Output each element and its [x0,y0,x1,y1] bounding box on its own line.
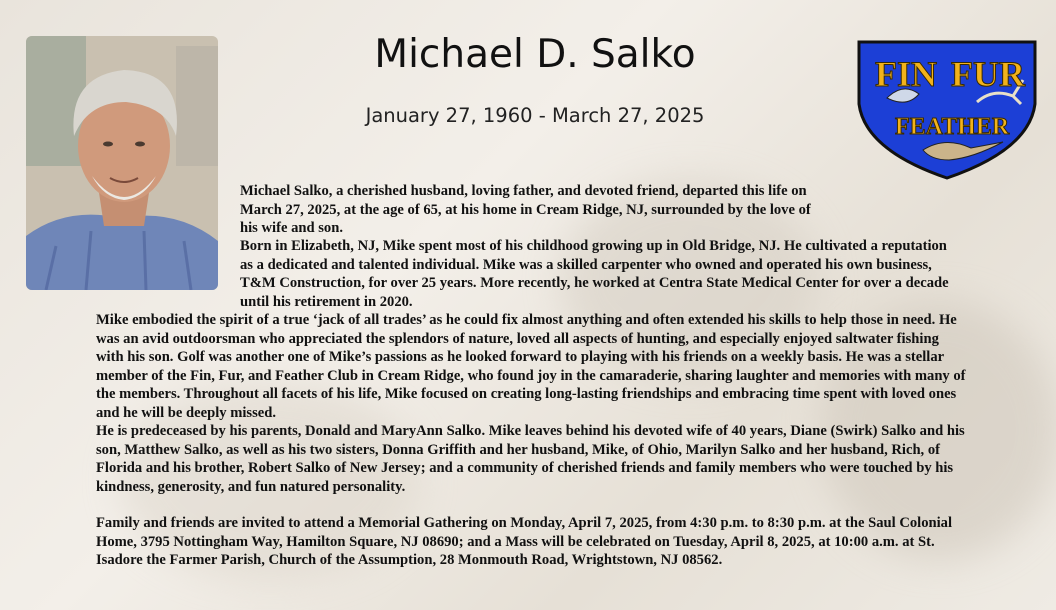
logo-word-feather: FEATHER [895,114,1010,140]
portrait-photo [26,36,218,290]
logo-word-fin: FIN [875,54,937,94]
service-details-paragraph: Family and friends are invited to attend a Memorial Gathering on Monday, April 7, 2025, from 4:30 p.m. to 8:30 p.m. at the Saul Colonial Home, 3795 Nottingham Way, Hamilton Square, NJ 08690; and a Mass will be celebrated on Tuesday, April 8, 2025, at 10:00 a.m. at St. Isadore the Farmer Parish, Church of the Assumption, 28 Monmouth Road, Wrightstown, NJ 08562. [96,515,953,568]
obituary-paragraph-2: Born in Elizabeth, NJ, Mike spent most of his childhood growing up in Old Bridge, NJ. He cultivated a reputation as a dedicated and talented individual. Mike was a skilled carpenter who owned and operated his own business, T&M Construction, for over 25 years. More recently, he worked at Centra State Medical Center for over a decade until his retirement in 2020. [240,238,949,310]
fin-fur-feather-logo [853,38,1041,180]
obituary-paragraph-3: Mike embodied the spirit of a true ‘jack of all trades’ as he could fix almost anything and often extended his skills to help those in need. He was an avid outdoorsman who appreciated the splendors of nature, loved all aspects of hunting, and especially enjoyed saltwater fishing with his son. Golf was another one of Mike’s passions as he looked forward to playing with his friends on a weekly basis. He was a stellar member of the Fin, Fur, and Feather Club in Cream Ridge, who found joy in the camaraderie, sharing laughter and memories with many of the members. Throughout all facets of his life, Mike focused on creating long-lasting friendships and embracing time spent with loved ones and he will be deeply missed. [96,312,966,421]
logo-word-fur: FUR [951,54,1025,94]
life-dates: January 27, 1960 - March 27, 2025 [365,104,705,127]
page-title: Michael D. Salko [374,32,696,77]
obituary-paragraph-1: Michael Salko, a cherished husband, loving father, and devoted friend, departed this life on March 27, 2025, at the age of 65, at his home in Cream Ridge, NJ, surrounded by the love of his wife and son. [240,183,811,236]
obituary-paragraph-4: He is predeceased by his parents, Donald and MaryAnn Salko. Mike leaves behind his devoted wife of 40 years, Diane (Swirk) Salko and his son, Matthew Salko, as well as his two sisters, Donna Griffith and her husband, Mike, of Ohio, Marilyn Salko and her husband, Rich, of Florida and his brother, Robert Salko of New Jersey; and a community of cherished friends and family members who were touched by his kindness, generosity, and fun natured personality. [96,423,965,495]
